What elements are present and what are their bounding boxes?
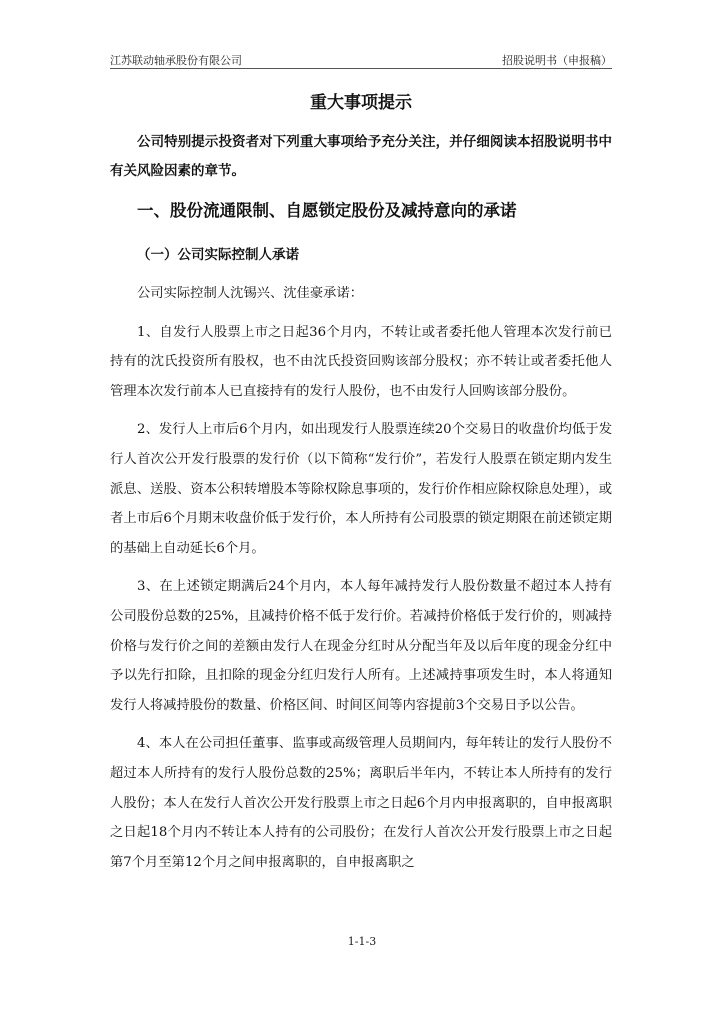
section-heading: 一、股份流通限制、自愿锁定股份及减持意向的承诺 bbox=[137, 201, 517, 220]
paragraph-item-1: 1、自发行人股票上市之日起36个月内，不转让或者委托他人管理本次发行前已持有的沈氏投资所有股权，也不由沈氏投资回购该部分股权；亦不转让或者委托他人管理本次发行前本人已直接持有的发行人股份，也不由发行人回购该部分股份。 bbox=[110, 324, 612, 399]
page-number: 1-1-3 bbox=[347, 935, 377, 948]
paragraph-preamble: 公司实际控制人沈锡兴、沈佳豪承诺： bbox=[137, 286, 364, 301]
main-content bbox=[110, 88, 612, 877]
header-divider bbox=[110, 68, 612, 69]
company-name: 江苏联动轴承股份有限公司 bbox=[110, 54, 242, 67]
paragraph-item-4: 4、本人在公司担任董事、监事或高级管理人员期间内，每年转让的发行人股份不超过本人所持有的发行人股份总数的25%；离职后半年内，不转让本人所持有的发行人股份；本人在发行人首次公开发行股票上市之日起6个月内申报离职的，自申报离职之日起18个月内不转让本人持有的公司股份；在发行人首次公开发行股票上市之日起第7个月至第12个月之间申报离职的，自申报离职之 bbox=[110, 736, 612, 870]
paragraph-item-3: 3、在上述锁定期满后24个月内，本人每年减持发行人股份数量不超过本人持有公司股份总数的25%，且减持价格不低于发行价。若减持价格低于发行价的，则减持价格与发行价之间的差额由发行人在现金分红时从分配当年及以后年度的现金分红中予以先行扣除，且扣除的现金分红归发行人所有。上述减持事项发生时，本人将通知发行人将减持股份的数量、价格区间、时间区间等内容提前3个交易日予以公告。 bbox=[110, 579, 612, 713]
intro-paragraph: 公司特别提示投资者对下列重大事项给予充分关注，并仔细阅读本招股说明书中有关风险因素的章节。 bbox=[110, 134, 612, 179]
document-type: 招股说明书（申报稿） bbox=[502, 54, 612, 67]
paragraph-item-2: 2、发行人上市后6个月内，如出现发行人股票连续20个交易日的收盘价均低于发行人首次公开发行股票的发行价（以下简称“发行价”，若发行人股票在锁定期内发生派息、送股、资本公积转增股本等除权除息事项的，发行价作相应除权除息处理），或者上市后6个月期末收盘价低于发行价，本人所持有公司股票的锁定期限在前述锁定期的基础上自动延长6个月。 bbox=[110, 422, 612, 556]
page-title: 重大事项提示 bbox=[310, 93, 412, 113]
page-header bbox=[110, 52, 612, 68]
subsection-heading: （一）公司实际控制人承诺 bbox=[137, 247, 299, 263]
